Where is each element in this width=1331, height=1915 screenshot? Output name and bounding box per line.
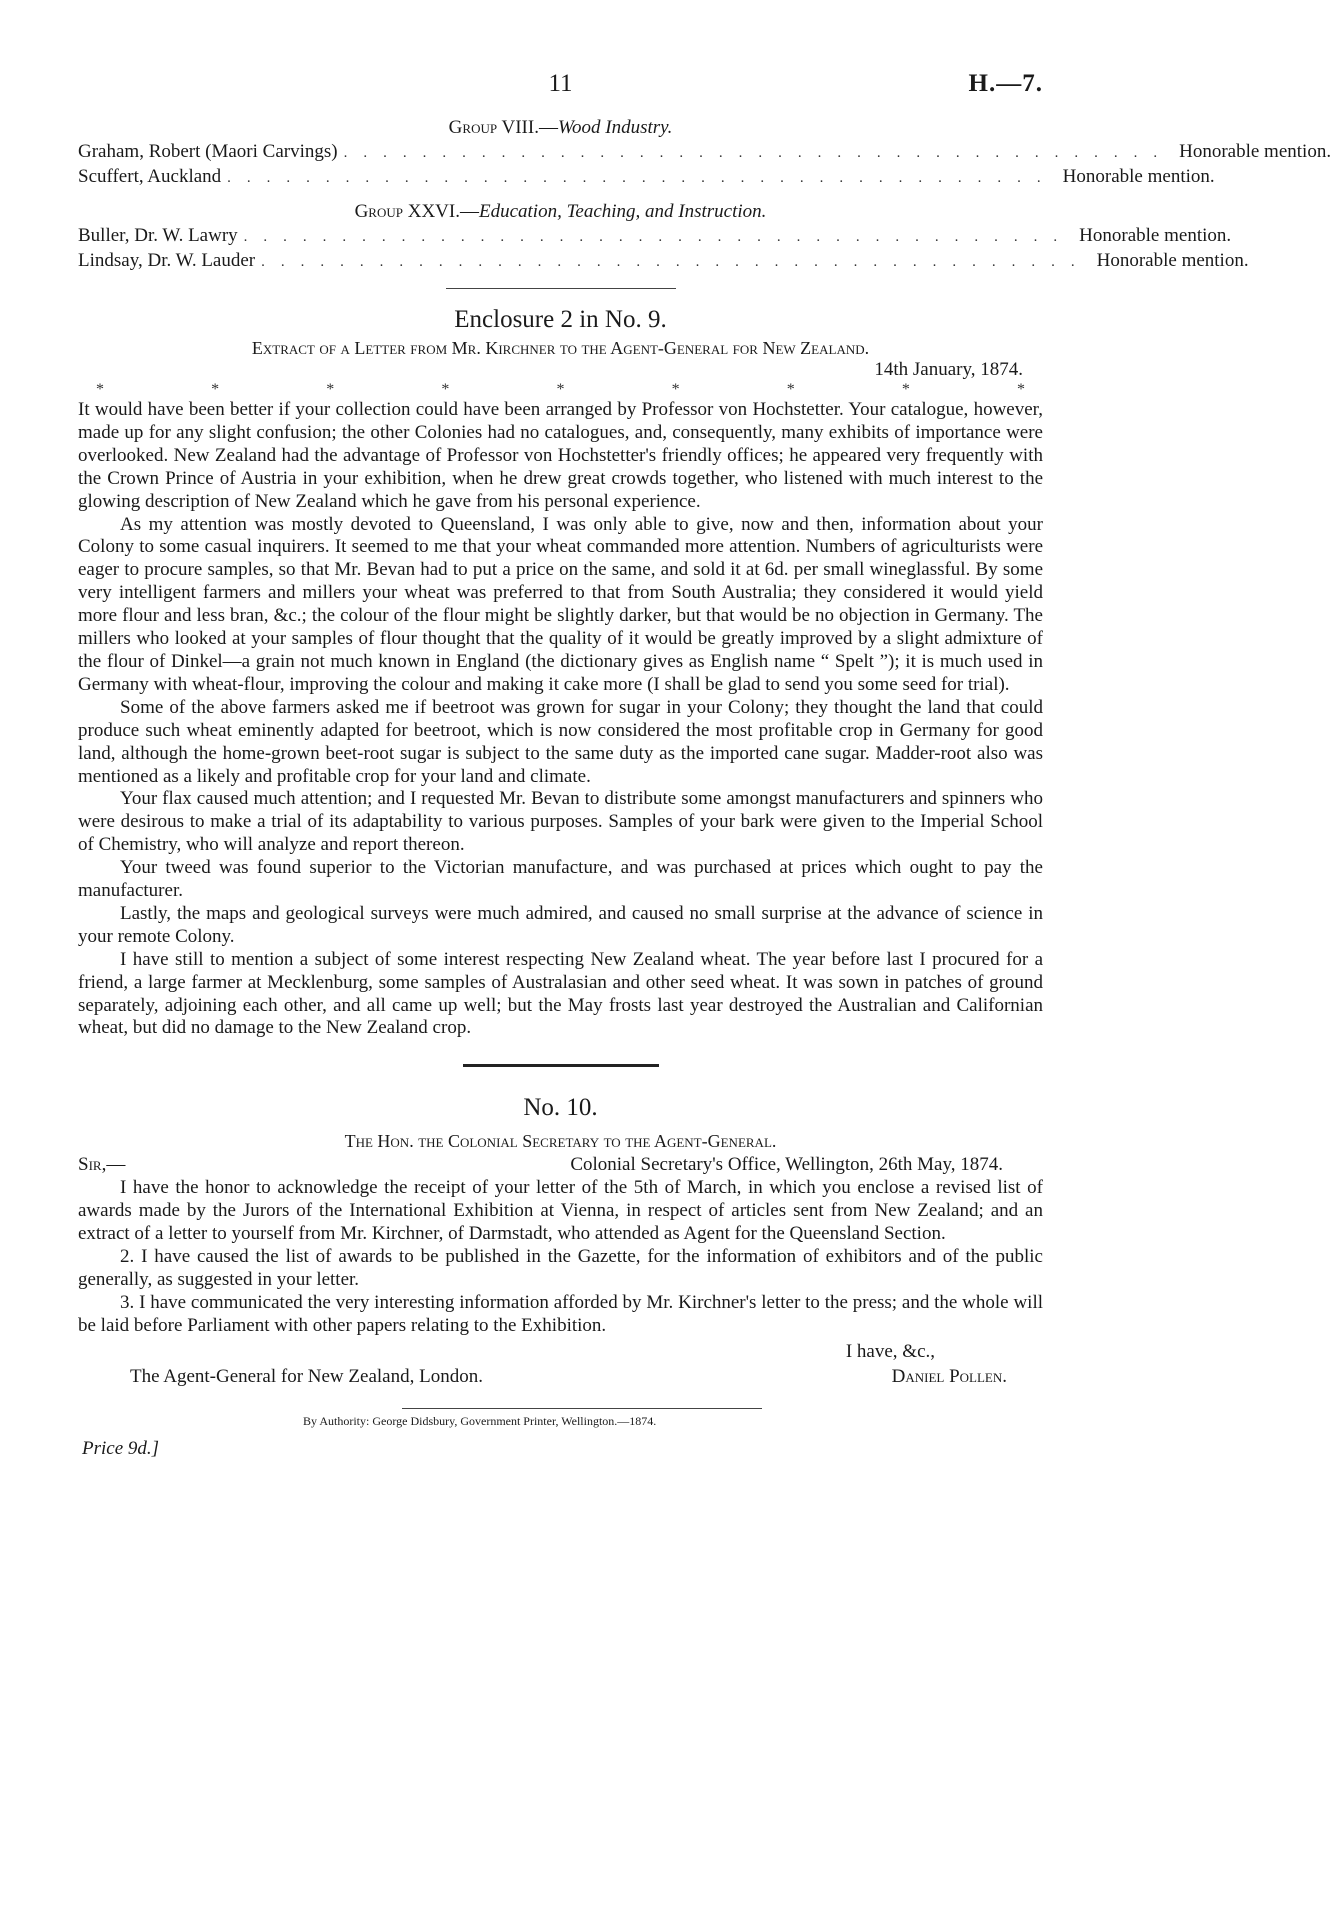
leader-dots: .......................................... bbox=[227, 170, 1057, 186]
asterisk: * bbox=[671, 381, 680, 398]
leader-dots: .......................................... bbox=[261, 254, 1091, 270]
enclosure-title: Enclosure 2 in No. 9. bbox=[454, 306, 667, 333]
body-paragraph: I have still to mention a subject of some interest respecting New Zealand wheat. The year before last I procured for a friend, a large farmer at Mecklenburg, some samples of Australasian and other seed wheat. It was sown in patches of ground separately, adjoining each other, and all came up well; but the May frosts last year destroyed the Australian and Californian wheat, but did no damage to the New Zealand crop. bbox=[78, 948, 1043, 1039]
award-value: Honorable mention. bbox=[1096, 250, 1249, 271]
group-prefix: Group bbox=[354, 201, 403, 222]
salutation: Sir,— bbox=[78, 1154, 126, 1176]
asterisk: * bbox=[556, 381, 565, 398]
award-entry bbox=[78, 165, 1215, 190]
asterisk: * bbox=[1017, 381, 1025, 398]
printer-imprint: By Authority: George Didsbury, Government Printer, Wellington.—1874. bbox=[303, 1413, 657, 1428]
body-paragraph: I have the honor to acknowledge the receipt of your letter of the 5th of March, in which you enclose a revised list of awards made by the Jurors of the International Exhibition at Vienna, in respect of articles sent from New Zealand; and an extract of a letter to yourself from Mr. Kirchner, of Darmstadt, who attended as Agent for the Queensland Section. bbox=[78, 1177, 1043, 1245]
exhibitor-name: Graham, Robert (Maori Carvings) bbox=[78, 141, 338, 162]
signature: Daniel Pollen. bbox=[891, 1365, 1007, 1387]
letter-number: No. 10. bbox=[523, 1094, 598, 1122]
award-value: Honorable mention. bbox=[1079, 225, 1232, 246]
leader-dots: .......................................... bbox=[343, 145, 1174, 161]
body-paragraph: 2. I have caused the list of awards to be published in the Gazette, for the information of exhibitors and of the public generally, as suggested in your letter. bbox=[78, 1246, 1043, 1290]
asterisk-row bbox=[78, 381, 1043, 399]
price: Price 9d.] bbox=[82, 1437, 160, 1459]
letter-from-to: The Hon. the Colonial Secretary to the Agent-General. bbox=[344, 1131, 777, 1152]
group-number: VIII.— bbox=[501, 117, 558, 138]
asterisk: * bbox=[326, 381, 335, 398]
section-divider bbox=[446, 288, 676, 289]
award-value: Honorable mention. bbox=[1062, 166, 1215, 187]
award-entry bbox=[78, 249, 1249, 274]
extract-heading: Extract of a Letter from Mr. Kirchner to the Agent-General for New Zealand. bbox=[251, 338, 870, 358]
exhibitor-name: Scuffert, Auckland bbox=[78, 166, 222, 187]
body-paragraph: Your flax caused much attention; and I requested Mr. Bevan to distribute some amongst manufacturers and spinners who were desirous to make a trial of its adaptability to various purposes. Samples of your bark were given to the Imperial School of Chemistry, who will analyze and report thereon. bbox=[78, 788, 1043, 856]
asterisk: * bbox=[441, 381, 450, 398]
section-divider-thick bbox=[463, 1064, 659, 1067]
body-paragraph: Your tweed was found superior to the Victorian manufacture, and was purchased at prices which ought to pay the manufacturer. bbox=[78, 857, 1043, 902]
body-paragraph: It would have been better if your collection could have been arranged by Professor von Hochstetter. Your catalogue, however, made up for any slight confusion; the other Colonies had no catalogues, and, consequently, many exhibits of importance were overlooked. New Zealand had the advantage of Professor von Hochstetter's friendly offices; he appeared very frequently with the Crown Prince of Austria in your exhibition, when he drew great crowds together, who listened with much interest to the glowing description of New Zealand which he gave from his personal experience. bbox=[78, 399, 1043, 512]
addressee-row bbox=[78, 1364, 1043, 1390]
closing: I have, &c., bbox=[845, 1340, 935, 1362]
letter-date: 14th January, 1874. bbox=[874, 359, 1023, 380]
asterisk: * bbox=[901, 381, 910, 398]
group-prefix: Group bbox=[448, 117, 498, 138]
addressee: The Agent-General for New Zealand, London. bbox=[130, 1365, 483, 1387]
asterisk: * bbox=[211, 381, 220, 398]
body-paragraph: As my attention was mostly devoted to Queensland, I was only able to give, now and then, information about your Colony to some casual inquirers. It seemed to me that your wheat commanded more attention. Numbers of agriculturists were eager to procure samples, so that Mr. Bevan had to put a price on the same, and sold it at 6d. per small wineglassful. By some very intelligent farmers and millers your wheat was preferred to that from South Australia; they considered it would yield more flour and less bran, &c.; the colour of the flour might be slightly darker, but that would be no objection in Germany. The millers who looked at your samples of flour thought that the quality of it would be greatly improved by a slight admixture of the flour of Dinkel—a grain not much known in England (the dictionary gives as English name “ Spelt ”); it is much used in Germany with wheat-flour, improving the colour and making it cake more (I shall be glad to send you some seed for trial). bbox=[78, 513, 1043, 695]
document-code: H.—7. bbox=[968, 70, 1043, 97]
leader-dots: .......................................... bbox=[243, 229, 1074, 245]
asterisk: * bbox=[786, 381, 795, 398]
award-entry bbox=[78, 140, 1331, 165]
page-header bbox=[78, 70, 1043, 114]
award-value: Honorable mention. bbox=[1179, 141, 1331, 162]
footer-divider bbox=[402, 1408, 762, 1409]
asterisk: * bbox=[96, 381, 104, 398]
group-heading bbox=[78, 116, 1043, 140]
exhibitor-name: Buller, Dr. W. Lawry bbox=[78, 225, 238, 246]
body-paragraph: Lastly, the maps and geological surveys were much admired, and caused no small surprise at the advance of science in your remote Colony. bbox=[78, 902, 1043, 947]
document-page bbox=[78, 70, 1331, 1461]
group-heading bbox=[78, 200, 1043, 224]
salutation-row bbox=[78, 1153, 1043, 1177]
body-paragraph: Some of the above farmers asked me if beetroot was grown for sugar in your Colony; they thought the land that could produce such wheat eminently adapted for beetroot, which is now considered the most profitable crop in Germany for good land, although the home-grown beet-root sugar is subject to the same duty as the imported cane sugar. Madder-root also was mentioned as a likely and profitable crop for your land and climate. bbox=[78, 696, 1043, 787]
group-subject: Wood Industry. bbox=[557, 117, 673, 138]
group-number: XXVI.— bbox=[407, 201, 479, 222]
page-number: 11 bbox=[548, 70, 573, 97]
exhibitor-name: Lindsay, Dr. W. Lauder bbox=[78, 250, 256, 271]
award-entry bbox=[78, 224, 1232, 249]
address-date: Colonial Secretary's Office, Wellington, 26th May, 1874. bbox=[570, 1154, 1003, 1176]
group-subject: Education, Teaching, and Instruction. bbox=[478, 201, 767, 222]
body-paragraph: 3. I have communicated the very interesting information afforded by Mr. Kirchner's letter to the press; and the whole will be laid before Parliament with other papers relating to the Exhibition. bbox=[78, 1291, 1043, 1336]
